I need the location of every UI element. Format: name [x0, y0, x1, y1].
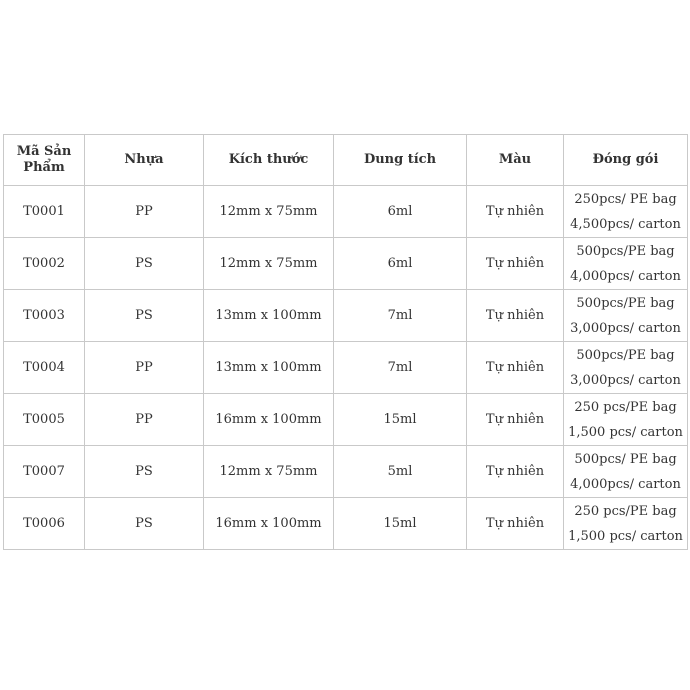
table-header-row: [4, 135, 688, 186]
cell-color: Tự nhiên: [467, 394, 564, 446]
cell-capacity: 15ml: [334, 498, 467, 550]
cell-size: 12mm x 75mm: [204, 238, 334, 290]
table-row: [4, 342, 688, 394]
table-row: [4, 394, 688, 446]
cell-size: 13mm x 100mm: [204, 290, 334, 342]
cell-color: Tự nhiên: [467, 446, 564, 498]
cell-product-code: T0006: [4, 498, 85, 550]
packing-carton: 1,500 pcs/ carton: [568, 424, 683, 440]
packing-carton: 4,000pcs/ carton: [570, 268, 681, 284]
packing-carton: 1,500 pcs/ carton: [568, 528, 683, 544]
cell-product-code: T0001: [4, 186, 85, 238]
cell-packing: [564, 446, 688, 498]
cell-size: 12mm x 75mm: [204, 446, 334, 498]
packing-bag: 250 pcs/PE bag: [574, 503, 677, 519]
table-row: [4, 290, 688, 342]
table-row: [4, 498, 688, 550]
cell-product-code: T0007: [4, 446, 85, 498]
cell-capacity: 6ml: [334, 238, 467, 290]
header-capacity: Dung tích: [334, 135, 467, 186]
packing-carton: 3,000pcs/ carton: [570, 372, 681, 388]
cell-plastic: PP: [85, 186, 204, 238]
cell-size: 16mm x 100mm: [204, 498, 334, 550]
header-color: Màu: [467, 135, 564, 186]
cell-product-code: T0004: [4, 342, 85, 394]
cell-color: Tự nhiên: [467, 238, 564, 290]
packing-carton: 4,000pcs/ carton: [570, 476, 681, 492]
cell-plastic: PS: [85, 290, 204, 342]
cell-packing: [564, 394, 688, 446]
packing-bag: 500pcs/PE bag: [576, 243, 675, 259]
cell-plastic: PS: [85, 446, 204, 498]
cell-packing: [564, 186, 688, 238]
cell-packing: [564, 238, 688, 290]
cell-color: Tự nhiên: [467, 342, 564, 394]
cell-product-code: T0005: [4, 394, 85, 446]
cell-packing: [564, 342, 688, 394]
product-spec-table: [3, 134, 688, 550]
cell-size: 13mm x 100mm: [204, 342, 334, 394]
cell-plastic: PS: [85, 498, 204, 550]
cell-color: Tự nhiên: [467, 186, 564, 238]
cell-product-code: T0003: [4, 290, 85, 342]
packing-bag: 500pcs/PE bag: [576, 347, 675, 363]
cell-plastic: PS: [85, 238, 204, 290]
cell-packing: [564, 498, 688, 550]
cell-size: 16mm x 100mm: [204, 394, 334, 446]
packing-carton: 3,000pcs/ carton: [570, 320, 681, 336]
cell-color: Tự nhiên: [467, 290, 564, 342]
cell-capacity: 5ml: [334, 446, 467, 498]
header-product-code: Mã Sản Phẩm: [4, 135, 85, 186]
cell-capacity: 6ml: [334, 186, 467, 238]
table-row: [4, 238, 688, 290]
packing-bag: 250pcs/ PE bag: [574, 191, 677, 207]
cell-product-code: T0002: [4, 238, 85, 290]
packing-carton: 4,500pcs/ carton: [570, 216, 681, 232]
header-packing: Đóng gói: [564, 135, 688, 186]
table-row: [4, 446, 688, 498]
cell-capacity: 7ml: [334, 290, 467, 342]
table-row: [4, 186, 688, 238]
cell-capacity: 15ml: [334, 394, 467, 446]
cell-packing: [564, 290, 688, 342]
packing-bag: 500pcs/PE bag: [576, 295, 675, 311]
cell-color: Tự nhiên: [467, 498, 564, 550]
packing-bag: 500pcs/ PE bag: [574, 451, 677, 467]
cell-plastic: PP: [85, 342, 204, 394]
header-plastic: Nhựa: [85, 135, 204, 186]
cell-capacity: 7ml: [334, 342, 467, 394]
cell-size: 12mm x 75mm: [204, 186, 334, 238]
cell-plastic: PP: [85, 394, 204, 446]
packing-bag: 250 pcs/PE bag: [574, 399, 677, 415]
header-size: Kích thước: [204, 135, 334, 186]
